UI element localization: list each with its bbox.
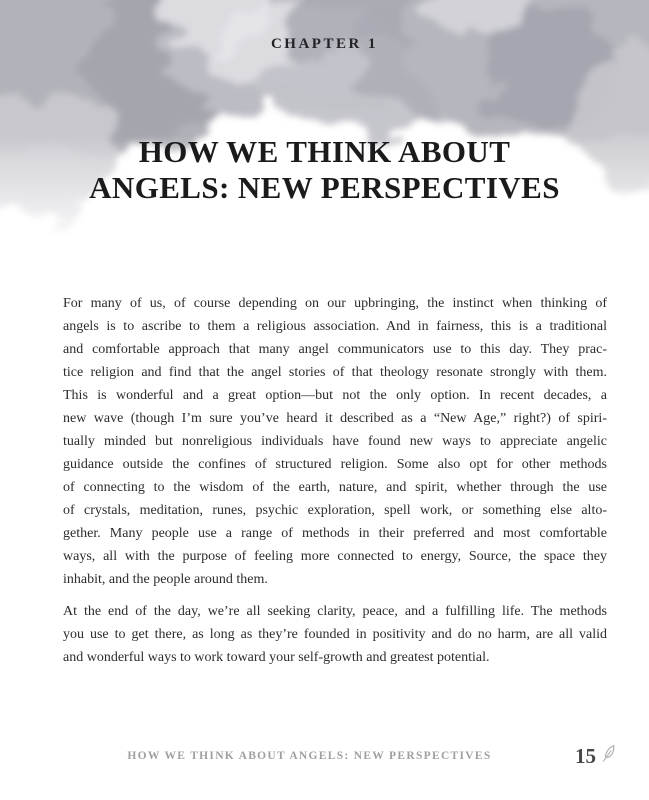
- text-line: new wave (though I’m sure you’ve heard it described as a “New Age,” right?) of spiri-: [63, 411, 607, 426]
- text-line: angels is to ascribe to them a religious association. And in fairness, this is a traditional: [63, 319, 607, 334]
- text-line: For many of us, of course depending on our upbringing, the instinct when thinking of: [63, 296, 607, 311]
- chapter-title-line-1: HOW WE THINK ABOUT: [138, 134, 511, 169]
- paragraph: [63, 292, 607, 591]
- chapter-title-line-2: ANGELS: NEW PERSPECTIVES: [89, 170, 560, 205]
- paragraph: [63, 600, 607, 669]
- page-footer: [63, 746, 616, 772]
- chapter-title: [0, 134, 649, 206]
- text-line: guidance outside the confines of structured religion. Some also opt for other methods: [63, 457, 607, 472]
- text-line: tually minded but nonreligious individuals have found new ways to appreciate angelic: [63, 434, 607, 449]
- text-line: and comfortable approach that many angel communicators use to this day. They prac-: [63, 342, 607, 357]
- chapter-label: CHAPTER 1: [270, 36, 379, 52]
- text-line: This is wonderful and a great option—but not the only option. In recent decades, a: [63, 388, 607, 403]
- page-number-group: [575, 746, 616, 768]
- text-line: and wonderful ways to work toward your self-growth and greatest potential.: [63, 650, 490, 665]
- text-line: At the end of the day, we’re all seeking clarity, peace, and a fulfilling life. The methods: [63, 604, 607, 619]
- text-line: you use to get there, as long as they’re founded in positivity and do no harm, are all valid: [63, 627, 607, 642]
- text-line: ways, all with the purpose of feeling more connected to energy, Source, the space they: [63, 549, 607, 564]
- text-line: of connecting to the wisdom of the earth, nature, and spirit, whether through the use: [63, 480, 607, 495]
- text-line: tice religion and find that the angel stories of that theology resonate strongly with them.: [63, 365, 607, 380]
- text-line: gether. Many people use a range of methods in their preferred and most comfortable: [63, 526, 607, 541]
- text-line: of crystals, meditation, runes, psychic exploration, spell work, or something else alto-: [63, 503, 607, 518]
- page-number: 15: [575, 744, 596, 768]
- body-text: [63, 292, 607, 678]
- text-line: inhabit, and the people around them.: [63, 572, 268, 587]
- feather-icon: [601, 744, 616, 768]
- running-title: HOW WE THINK ABOUT ANGELS: NEW PERSPECTIVES: [127, 750, 492, 762]
